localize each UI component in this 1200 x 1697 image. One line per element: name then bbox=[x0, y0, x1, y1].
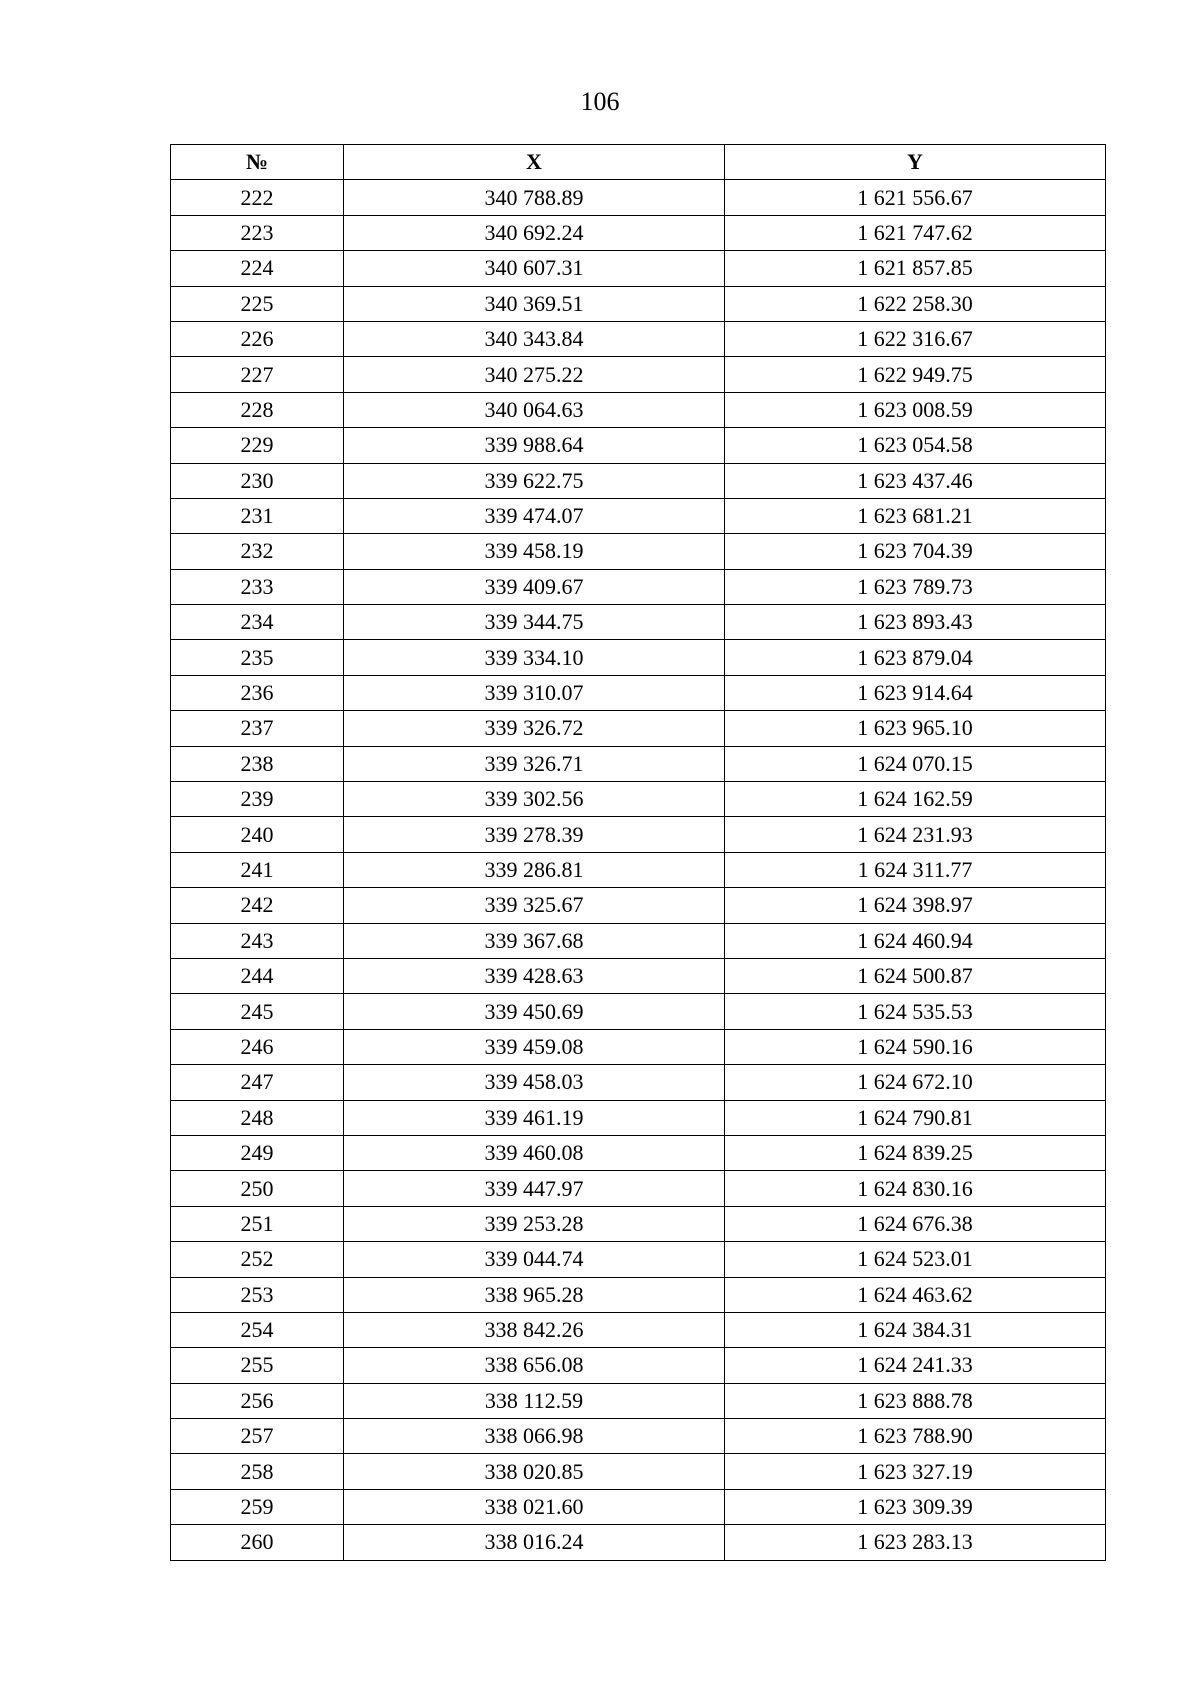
cell-y: 1 621 857.85 bbox=[725, 251, 1106, 286]
table-row bbox=[171, 817, 1106, 852]
cell-number: 258 bbox=[171, 1454, 344, 1489]
cell-number: 241 bbox=[171, 852, 344, 887]
cell-y: 1 624 790.81 bbox=[725, 1100, 1106, 1135]
cell-x: 339 622.75 bbox=[344, 463, 725, 498]
cell-number: 246 bbox=[171, 1029, 344, 1064]
cell-y: 1 624 460.94 bbox=[725, 923, 1106, 958]
table-row bbox=[171, 1206, 1106, 1241]
table-row bbox=[171, 1383, 1106, 1418]
cell-x: 339 474.07 bbox=[344, 498, 725, 533]
cell-y: 1 623 965.10 bbox=[725, 711, 1106, 746]
cell-y: 1 623 704.39 bbox=[725, 534, 1106, 569]
cell-y: 1 624 590.16 bbox=[725, 1029, 1106, 1064]
table-row bbox=[171, 392, 1106, 427]
cell-x: 340 692.24 bbox=[344, 215, 725, 250]
cell-y: 1 623 893.43 bbox=[725, 605, 1106, 640]
table-row bbox=[171, 357, 1106, 392]
cell-y: 1 621 556.67 bbox=[725, 180, 1106, 215]
cell-x: 340 275.22 bbox=[344, 357, 725, 392]
table-header-row bbox=[171, 145, 1106, 180]
cell-y: 1 623 054.58 bbox=[725, 428, 1106, 463]
cell-x: 338 965.28 bbox=[344, 1277, 725, 1312]
cell-x: 340 343.84 bbox=[344, 321, 725, 356]
cell-number: 243 bbox=[171, 923, 344, 958]
cell-x: 340 064.63 bbox=[344, 392, 725, 427]
table-row bbox=[171, 569, 1106, 604]
cell-y: 1 624 463.62 bbox=[725, 1277, 1106, 1312]
cell-number: 259 bbox=[171, 1489, 344, 1524]
cell-x: 339 458.03 bbox=[344, 1065, 725, 1100]
table-row bbox=[171, 852, 1106, 887]
cell-number: 226 bbox=[171, 321, 344, 356]
cell-number: 224 bbox=[171, 251, 344, 286]
cell-x: 339 334.10 bbox=[344, 640, 725, 675]
cell-number: 223 bbox=[171, 215, 344, 250]
cell-x: 339 326.71 bbox=[344, 746, 725, 781]
cell-number: 239 bbox=[171, 782, 344, 817]
cell-number: 234 bbox=[171, 605, 344, 640]
cell-number: 236 bbox=[171, 675, 344, 710]
cell-number: 242 bbox=[171, 888, 344, 923]
table-row bbox=[171, 286, 1106, 321]
cell-x: 339 428.63 bbox=[344, 958, 725, 993]
cell-x: 339 344.75 bbox=[344, 605, 725, 640]
cell-x: 339 458.19 bbox=[344, 534, 725, 569]
cell-y: 1 624 839.25 bbox=[725, 1135, 1106, 1170]
table-row bbox=[171, 605, 1106, 640]
table-row bbox=[171, 1277, 1106, 1312]
cell-x: 339 286.81 bbox=[344, 852, 725, 887]
cell-y: 1 624 162.59 bbox=[725, 782, 1106, 817]
cell-y: 1 623 888.78 bbox=[725, 1383, 1106, 1418]
table-row bbox=[171, 1065, 1106, 1100]
cell-number: 222 bbox=[171, 180, 344, 215]
cell-number: 238 bbox=[171, 746, 344, 781]
cell-number: 237 bbox=[171, 711, 344, 746]
cell-number: 231 bbox=[171, 498, 344, 533]
table-row bbox=[171, 215, 1106, 250]
table-row bbox=[171, 534, 1106, 569]
cell-y: 1 624 523.01 bbox=[725, 1242, 1106, 1277]
cell-y: 1 624 500.87 bbox=[725, 958, 1106, 993]
table-row bbox=[171, 1171, 1106, 1206]
table-row bbox=[171, 1029, 1106, 1064]
cell-number: 249 bbox=[171, 1135, 344, 1170]
cell-y: 1 624 231.93 bbox=[725, 817, 1106, 852]
cell-x: 339 325.67 bbox=[344, 888, 725, 923]
table-row bbox=[171, 711, 1106, 746]
cell-y: 1 624 398.97 bbox=[725, 888, 1106, 923]
table-row bbox=[171, 1454, 1106, 1489]
table-row bbox=[171, 782, 1106, 817]
cell-x: 339 310.07 bbox=[344, 675, 725, 710]
cell-number: 228 bbox=[171, 392, 344, 427]
table-row bbox=[171, 321, 1106, 356]
table-row bbox=[171, 958, 1106, 993]
cell-x: 338 842.26 bbox=[344, 1312, 725, 1347]
cell-y: 1 623 008.59 bbox=[725, 392, 1106, 427]
cell-x: 339 044.74 bbox=[344, 1242, 725, 1277]
cell-number: 255 bbox=[171, 1348, 344, 1383]
table-row bbox=[171, 1100, 1106, 1135]
cell-number: 225 bbox=[171, 286, 344, 321]
table-row bbox=[171, 1525, 1106, 1560]
cell-x: 339 447.97 bbox=[344, 1171, 725, 1206]
cell-x: 339 367.68 bbox=[344, 923, 725, 958]
cell-y: 1 623 327.19 bbox=[725, 1454, 1106, 1489]
header-number: № bbox=[171, 145, 344, 180]
table-row bbox=[171, 923, 1106, 958]
cell-x: 338 656.08 bbox=[344, 1348, 725, 1383]
table-row bbox=[171, 1312, 1106, 1347]
cell-number: 235 bbox=[171, 640, 344, 675]
cell-y: 1 624 535.53 bbox=[725, 994, 1106, 1029]
cell-y: 1 622 316.67 bbox=[725, 321, 1106, 356]
cell-x: 339 988.64 bbox=[344, 428, 725, 463]
cell-x: 338 016.24 bbox=[344, 1525, 725, 1560]
cell-number: 232 bbox=[171, 534, 344, 569]
table-row bbox=[171, 251, 1106, 286]
cell-y: 1 624 384.31 bbox=[725, 1312, 1106, 1347]
table-row bbox=[171, 1135, 1106, 1170]
table-row bbox=[171, 746, 1106, 781]
cell-number: 250 bbox=[171, 1171, 344, 1206]
cell-number: 260 bbox=[171, 1525, 344, 1560]
cell-y: 1 624 672.10 bbox=[725, 1065, 1106, 1100]
cell-y: 1 622 258.30 bbox=[725, 286, 1106, 321]
cell-y: 1 623 789.73 bbox=[725, 569, 1106, 604]
cell-y: 1 623 283.13 bbox=[725, 1525, 1106, 1560]
cell-y: 1 621 747.62 bbox=[725, 215, 1106, 250]
table-row bbox=[171, 428, 1106, 463]
cell-x: 339 409.67 bbox=[344, 569, 725, 604]
table-row bbox=[171, 463, 1106, 498]
cell-number: 252 bbox=[171, 1242, 344, 1277]
cell-x: 340 369.51 bbox=[344, 286, 725, 321]
cell-x: 340 788.89 bbox=[344, 180, 725, 215]
table-row bbox=[171, 675, 1106, 710]
cell-number: 257 bbox=[171, 1419, 344, 1454]
header-y: Y bbox=[725, 145, 1106, 180]
table-row bbox=[171, 1242, 1106, 1277]
cell-y: 1 624 070.15 bbox=[725, 746, 1106, 781]
cell-number: 240 bbox=[171, 817, 344, 852]
cell-x: 339 460.08 bbox=[344, 1135, 725, 1170]
table-row bbox=[171, 640, 1106, 675]
cell-number: 253 bbox=[171, 1277, 344, 1312]
header-x: X bbox=[344, 145, 725, 180]
cell-x: 339 326.72 bbox=[344, 711, 725, 746]
table-row bbox=[171, 994, 1106, 1029]
table-row bbox=[171, 1489, 1106, 1524]
cell-number: 251 bbox=[171, 1206, 344, 1241]
cell-y: 1 623 681.21 bbox=[725, 498, 1106, 533]
cell-y: 1 623 437.46 bbox=[725, 463, 1106, 498]
cell-x: 338 066.98 bbox=[344, 1419, 725, 1454]
cell-number: 245 bbox=[171, 994, 344, 1029]
cell-y: 1 623 788.90 bbox=[725, 1419, 1106, 1454]
cell-x: 339 450.69 bbox=[344, 994, 725, 1029]
cell-x: 338 112.59 bbox=[344, 1383, 725, 1418]
cell-y: 1 624 311.77 bbox=[725, 852, 1106, 887]
table-row bbox=[171, 1348, 1106, 1383]
cell-x: 339 278.39 bbox=[344, 817, 725, 852]
cell-number: 247 bbox=[171, 1065, 344, 1100]
table-row bbox=[171, 498, 1106, 533]
cell-y: 1 623 914.64 bbox=[725, 675, 1106, 710]
cell-x: 340 607.31 bbox=[344, 251, 725, 286]
coordinates-table bbox=[170, 144, 1106, 1561]
cell-x: 339 302.56 bbox=[344, 782, 725, 817]
cell-number: 230 bbox=[171, 463, 344, 498]
cell-number: 248 bbox=[171, 1100, 344, 1135]
table-row bbox=[171, 180, 1106, 215]
cell-number: 227 bbox=[171, 357, 344, 392]
table-row bbox=[171, 1419, 1106, 1454]
table-body bbox=[171, 180, 1106, 1560]
cell-number: 254 bbox=[171, 1312, 344, 1347]
cell-y: 1 623 879.04 bbox=[725, 640, 1106, 675]
table-row bbox=[171, 888, 1106, 923]
cell-x: 339 461.19 bbox=[344, 1100, 725, 1135]
page-number: 106 bbox=[580, 87, 620, 116]
cell-y: 1 622 949.75 bbox=[725, 357, 1106, 392]
cell-x: 339 459.08 bbox=[344, 1029, 725, 1064]
cell-y: 1 624 830.16 bbox=[725, 1171, 1106, 1206]
cell-x: 338 020.85 bbox=[344, 1454, 725, 1489]
cell-number: 233 bbox=[171, 569, 344, 604]
cell-number: 256 bbox=[171, 1383, 344, 1418]
cell-y: 1 624 241.33 bbox=[725, 1348, 1106, 1383]
cell-y: 1 623 309.39 bbox=[725, 1489, 1106, 1524]
cell-x: 339 253.28 bbox=[344, 1206, 725, 1241]
cell-number: 229 bbox=[171, 428, 344, 463]
cell-x: 338 021.60 bbox=[344, 1489, 725, 1524]
cell-y: 1 624 676.38 bbox=[725, 1206, 1106, 1241]
cell-number: 244 bbox=[171, 958, 344, 993]
